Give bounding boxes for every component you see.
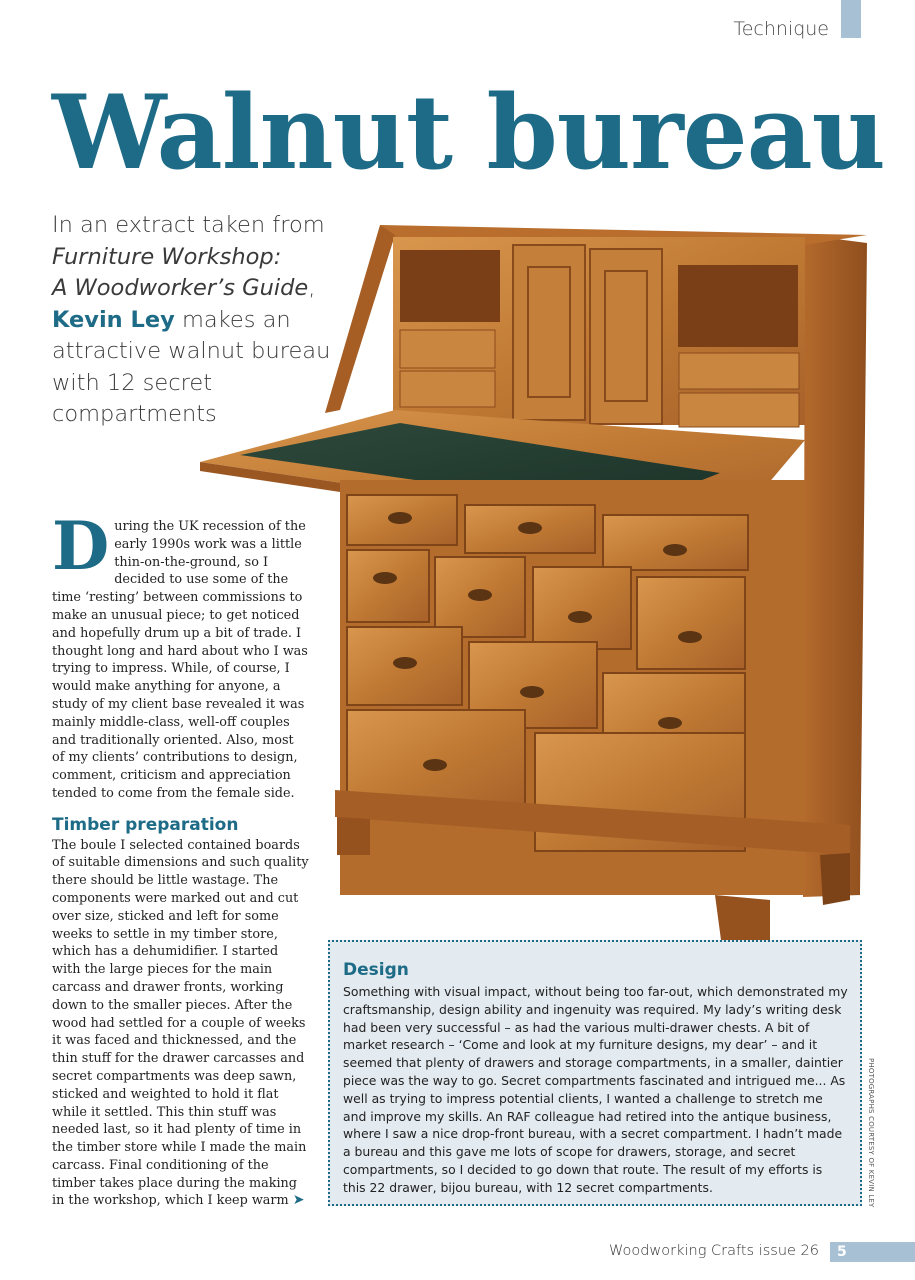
drop-cap: D (52, 507, 110, 585)
standfirst-comma: , (308, 275, 316, 301)
design-text: Something with visual impact, without being too far-out, which demonstrated my craftsmanship, design ability and ingenuity was required. My lady’s writing desk had been very successful – as had the various multi-drawer chests. A bit of market research – ‘Come and look at my furniture designs, my dear’ – and it seemed that plenty of drawers and storage compartments, in a smaller, daintier piece was the way to go. Secret compartments fascinated and intrigued me... As well as trying to impress potential clients, I wanted a challenge to stretch me and improve my skills. An RAF colleague had retired into the antique business, where I saw a nice drop-front bureau, with a secret compartment. I hadn’t made a bureau and this gave me lots of scope for drawers, storage, and secret compartments, so I decided to go down that route. The result of my efforts is this 22 drawer, bijou bureau, with 12 secret compartments. (343, 984, 848, 1195)
standfirst-rest: makes an attractive walnut bureau with 12 secret compartments (52, 306, 331, 427)
intro-text: uring the UK recession of the early 1990s work was a little thin-on-the-ground, so I decided to use some of the time ‘resting’ between commissions to make an unusual piece; to get noticed and hopefully drum up a bit of trade. I thought long and hard about who I was trying to impress. While, of course, I would make anything for anyone, a study of my client base revealed it was mainly middle-class, well-off couples and traditionally oriented. Also, most of my clients’ contributions to design, comment, criticism and appreciation tended to come from the female side. (52, 519, 308, 801)
timber-text: The boule I selected contained boards of suitable dimensions and such quality there should be little wastage. The components were marked out and cut over size, sticked and left for some weeks to settle in my timber store, which has a dehumidifier. I started with the large pieces for the main carcass and drawer fronts, working down to the smaller pieces. After the wood had settled for a couple of weeks it was faced and thicknessed, and the thin stuff for the drawer carcasses and secret compartments was deep sawn, sticked and weighted to hold it flat while it settled. This thin stuff was needed last, so it had plenty of time in the timber store while I made the main carcass. Final conditioning of the timber takes place during the making in the workshop, which I keep warm (52, 837, 309, 1209)
author-name: Kevin Ley (52, 306, 175, 333)
timber-heading: Timber preparation (52, 814, 239, 835)
body-column (52, 507, 310, 1210)
footer-magazine: Woodworking Crafts issue 26 (608, 1243, 819, 1259)
photo-credit: PHOTOGRAPHS COURTESY OF KEVIN LEY (867, 1058, 875, 1208)
page-number: 5 (830, 1242, 915, 1262)
book-title-line-1: Furniture Workshop: (52, 243, 282, 270)
continue-arrow-icon: ➤ (292, 1192, 305, 1209)
article-title: Walnut bureau (52, 73, 885, 193)
design-sidebar-box (328, 940, 862, 1206)
timber-paragraph (52, 837, 310, 1211)
book-title-line-2: A Woodworker’s Guide (52, 275, 309, 301)
design-heading: Design (343, 960, 409, 980)
section-tab-marker (841, 0, 861, 38)
intro-paragraph (52, 507, 310, 803)
standfirst-lead: In an extract taken from (52, 212, 325, 238)
section-label: Technique (733, 18, 829, 40)
